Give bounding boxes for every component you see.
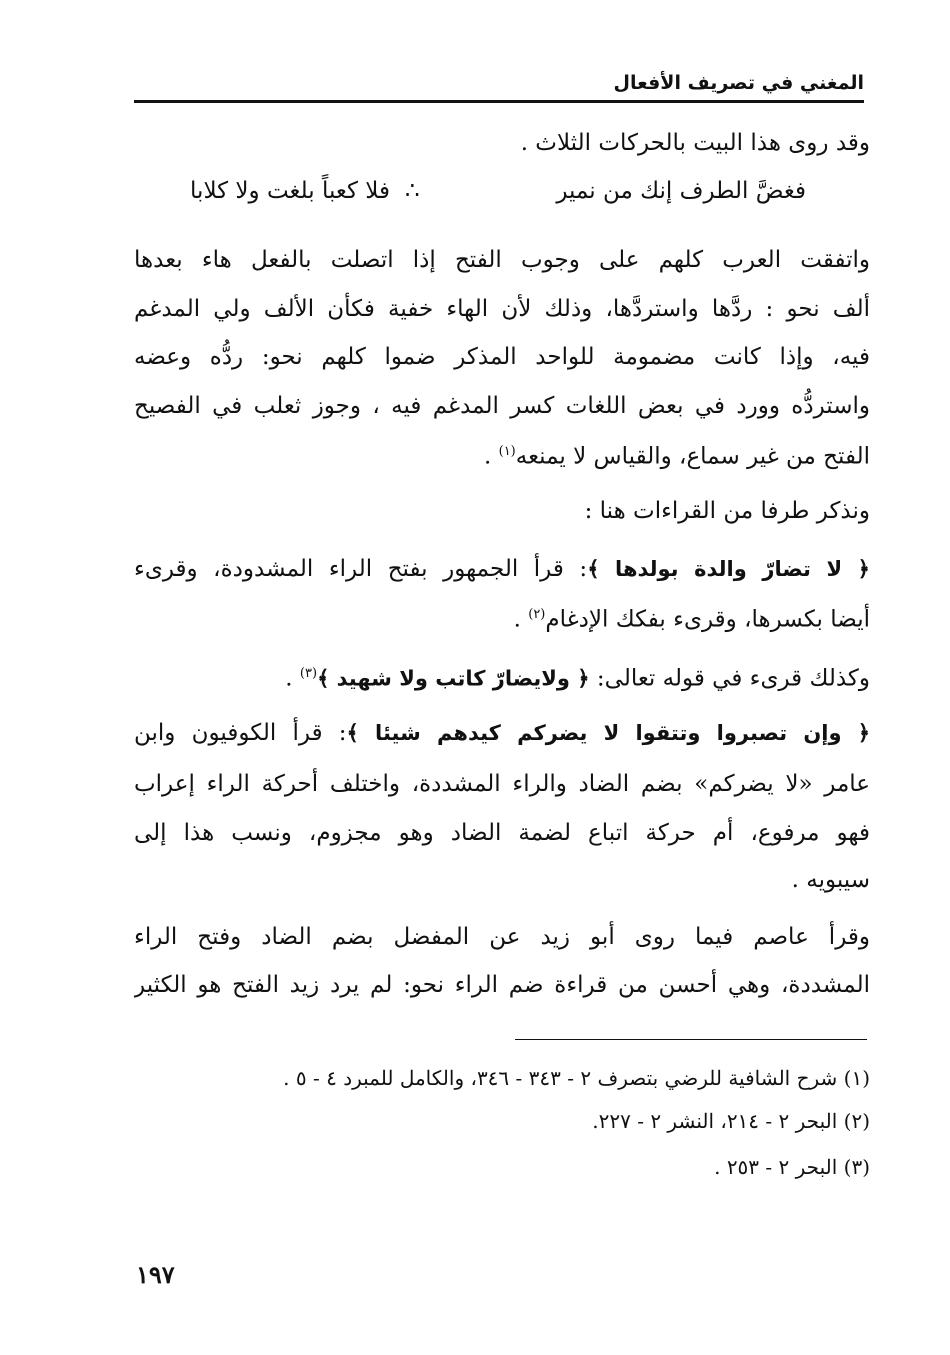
text-line: المشددة، وهي أحسن من قراءة ضم الراء نحو: لم يرد زيد الفتح هو الكثير (134, 972, 870, 998)
verse-hemistich-first: فغضَّ الطرف إنك من نمير (556, 178, 806, 204)
header-rule (134, 100, 864, 103)
text-line: فيه، وإذا كانت مضمومة للواحد المذكر ضموا كلهم نحو: ردُّه وعضه (134, 344, 870, 370)
text-run: : قرأ الجمهور بفتح الراء المشدودة، وقرىء (134, 556, 588, 582)
text-line: واتفقت العرب كلهم على وجوب الفتح إذا اتصلت بالفعل هاء بعدها (134, 247, 870, 273)
text-line (134, 596, 870, 639)
text-line (134, 655, 870, 698)
quran-verse: ﴿ لا تضارّ والدة بولدها ﴾ (587, 557, 870, 581)
text-line: وقد روى هذا البيت بالحركات الثلاث . (520, 130, 870, 156)
footnote-ref: (٣) (299, 666, 318, 681)
text-run: . (285, 665, 300, 692)
text-line: واستردُّه وورد في بعض اللغات كسر المدغم فيه ، وجوز ثعلب في الفصيح (134, 393, 870, 419)
quran-verse: ﴿ ولايضارّ كاتب ولا شهيد ﴾ (317, 666, 590, 691)
text-run: . (483, 443, 499, 470)
text-line: عامر «لا يضركم» بضم الضاد والراء المشددة، واختلف أحركة الراء إعراب (134, 771, 870, 797)
quran-verse: ﴿ وإن تصبروا وتتقوا لا يضركم كيدهم شيئا ﴾ (346, 721, 870, 745)
text-line: وقرأ عاصم فيما روى أبو زيد عن المفضل بضم الضاد وفتح الراء (134, 924, 870, 950)
text-line: ونذكر طرفا من القراءات هنا : (584, 498, 870, 524)
text-run: وكذلك قرىء في قوله تعالى: (589, 665, 870, 692)
footnote-ref: (١) (498, 444, 516, 459)
text-line: سيبويه . (791, 867, 870, 893)
text-run: : قرأ الكوفيون وابن (134, 720, 347, 746)
text-run: أيضا بكسرها، وقرىء بفكك الإدغام (545, 606, 870, 633)
footnote: (١) شرح الشافية للرضي بتصرف ٢ - ٣٤٣ - ٣٤٦، والكامل للمبرد ٤ - ٥ . (283, 1066, 870, 1090)
text-line (134, 433, 870, 476)
text-line (134, 714, 870, 752)
footnote-ref: (٢) (528, 607, 546, 622)
text-run: . (513, 606, 529, 633)
footnote: (٢) البحر ٢ - ٢١٤، النشر ٢ - ٢٢٧. (592, 1109, 870, 1133)
page-number: ١٩٧ (136, 1260, 175, 1289)
text-line: فهو مرفوع، أم حركة اتباع لضمة الضاد وهو مجزوم، ونسب هذا إلى (134, 820, 870, 846)
text-line (134, 550, 870, 588)
footnote: (٣) البحر ٢ - ٢٥٣ . (714, 1155, 870, 1179)
footnote-rule (515, 1039, 867, 1040)
text-line: ألف نحو : ردَّها واستردَّها، وذلك لأن الهاء خفية فكأن الألف ولي المدغم (134, 296, 870, 322)
verse-hemistich-second: فلا كعباً بلغت ولا كلابا (190, 178, 390, 204)
running-head: المغني في تصريف الأفعال (613, 72, 864, 94)
text-run: الفتح من غير سماع، والقياس لا يمنعه (515, 443, 870, 470)
verse-separator: ∴ (405, 178, 420, 204)
